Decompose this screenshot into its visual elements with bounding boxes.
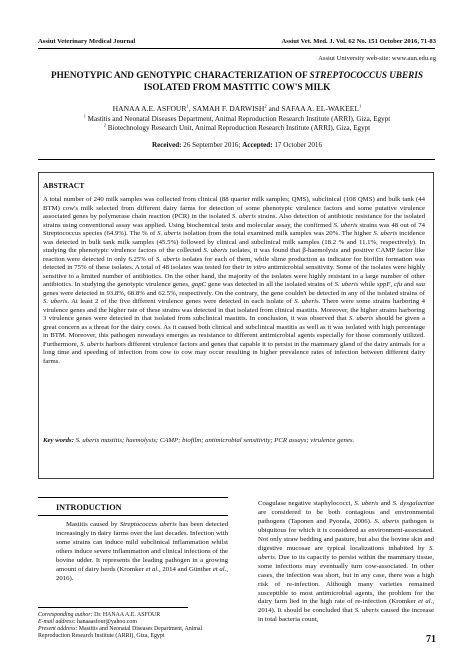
website-line[interactable]: Assiut University web-site: www.aun.edu.eg: [318, 55, 436, 62]
affiliation-1: Mastitis and Neonatal Diseases Department, Animal Reproduction Research Institute (ARRI), Giza, Egypt: [85, 115, 391, 123]
author-3: SAFAA A. EL-WAKEEL: [281, 104, 360, 113]
journal-name: Assiut Veterinary Medical Journal: [38, 38, 136, 45]
header-rule: [38, 48, 435, 49]
author-sep: and: [266, 104, 282, 113]
footnote: [38, 612, 228, 640]
intro-right-paragraph: Coagulase negative staphylococci, S. uberis and S. dysgalactiae are considered to be both contagious and environmental pathogens (Taponen and Pyorala, 2006). S. uberis pathogen is ubiquitous for which it is considered as environment-associated. Not only straw bedding and pasture, but also the bovine skin and digestive mucosae are typical localizations inhabited by S. uberis. Due to its capacity to persist within the mammary tissue, some infections may eventually turn cow-associated. In other cases, the infection was short, but in any case, there was a high risk of re-infection. Although many varieties remained susceptible to most antimicrobial agents, the problem for the dairy farm lied in the high rate of re-infection (Kromker et al., 2014). It should be concluded that S. uberis caused the increase in total bacteria count,: [258, 500, 435, 624]
author-1-sup: 1: [186, 103, 189, 109]
author-2-sup: 2: [264, 103, 267, 109]
title-line1: PHENOTYPIC AND GENOTYPIC CHARACTERIZATION OF: [51, 70, 310, 80]
aff-1-sup: 1: [83, 113, 86, 119]
intro-rule-top: [38, 497, 228, 498]
affiliation-2: Biotechnology Research Unit, Animal Reproduction Research Institute (ARRI), Giza, Egypt: [105, 124, 371, 133]
keywords-text: S. uberis mastitis; haemolysis; CAMP; biofilm; antimicrobial sensitivity; PCR assays; virulence genes.: [73, 437, 355, 444]
introduction-heading: INTRODUCTION: [56, 503, 122, 512]
author-2: SAMAH F. DARWISH: [192, 104, 265, 113]
author-1: HANAA A.E. ASFOUR: [112, 104, 187, 113]
affiliations: [40, 115, 434, 134]
journal-citation: Assiut Vet. Med. J. Vol. 62 No. 151 October 2016, 71-83: [281, 38, 436, 45]
title-rule: [38, 159, 435, 160]
author-list: [40, 104, 434, 113]
author-3-sup: 1: [359, 103, 362, 109]
author-sep: ,: [188, 104, 193, 113]
accepted-date: 17 October 2016: [272, 141, 323, 149]
footnote-rule: [38, 607, 188, 608]
present-address: Mastitis and Neonatal Diseases Department, Animal Reproduction Research Institute (ARRI), Giza, Egypt: [38, 626, 203, 640]
page-number: 71: [426, 634, 436, 645]
corr-label: Corresponding author:: [38, 612, 93, 618]
abstract-heading: ABSTRACT: [43, 181, 85, 190]
received-date: 26 September 2016;: [181, 141, 243, 149]
accepted-label: Accepted:: [242, 141, 273, 149]
abstract-text: A total number of 240 milk samples was collected from clinical (88 quarter milk samples; QMS), subclinical (108 QMS) and bulk tank (44 BTM) cow's milk selected from different dairy farms for detection of some phenotypic virulence factors and some putative virulence associated genes by polymerase chain reaction (PCR) in the isolated S. uberis strains. Also detection of antibiotic resistance for the isolated strains using conventional assay was applied. Using biochemical tests and molecular assay, the confirmed S. uberis strains was 48 out of 74 Streptococcus species (64.9%). The % of S. uberis isolation from the total examined milk samples was 20%. The higher S. uberis incidence was detected in bulk tank milk samples (45.5%) followed by clinical and subclinical milk samples (18.2 % and 11.1%, respectively). In studying the phenotypic virulence factors of the collected S. uberis isolates, it was found that β-haemolysis and positive CAMP factor like reaction were detected in only 6.25% of S. uberis isolates for each of them, while slime production as indicator for biofilm formation was detected in 75% of these isolates. A total of 48 isolates was tested for their in vitro antimicrobial sensitivity. Some of the isolates were highly sensitive to a limited number of antibiotics. On the other hand, the majority of the isolates were highly resistant to a large number of other antibiotics. In studying the genotypic virulence genes, gapC gene was detected in all the isolated strains of S. uberis while sppF, cfu and sua genes were detected in 93.8%, 68.8% and 62.5%, respectively. On the contrary, the gene couldn't be detected in any of the isolated strains of S. uberis. At least 2 of the five different virulence genes were detected in each isolate of S. uberis. There were some strains harboring 4 virulence genes and the higher rate of these strains was detected in that isolated from clinical mastitis. Moreover, the higher strains harboring 3 virulence genes were detected in that isolated from subclinical mastitis. In conclusion, it was observed that S. uberis should be given a great concern as a threat for the dairy cows. As it caused both clinical and subclinical mastitis as well as it was isolated with high percentage in BTM. Moreover, this pathogen nowadays emerges as resistance to different antimicrobial agents especially for those commonly utilized. Furthermore, S. uberis harbors different virulence factors and genes that capable it to persist in the mammary gland of the dairy animals for a long time and speeding of infection from cow to cow may occur resulting in higher prevalence rates of infection between different dairy farms.: [43, 196, 426, 365]
received-label: Received:: [151, 141, 182, 149]
address-label: Present address:: [38, 626, 78, 633]
title-italic: STREPTOCOCCUS UBERIS: [309, 70, 423, 80]
dates-line: [40, 141, 434, 150]
intro-left-paragraph: Mastitis caused by Streptococcus uberis has been detected increasingly in dairy farms over the last decades. Infection with some strains can induce mild subclinical inflammation whilst others induce severe inflammation and clinical infections of the bovine udder. It represents the leading pathogen in a growing amount of dairy herds (Kromker et al., 2014 and Günther et al., 2016).: [56, 521, 229, 582]
email-label: E-mail address:: [38, 619, 76, 626]
email-address[interactable]: hanaaasfour@yahoo.com: [75, 619, 137, 626]
intro-rule-bottom: [38, 515, 228, 516]
title-line2: ISOLATED FROM MASTITIC COW'S MILK: [143, 81, 331, 92]
aff-2-sup: 2: [103, 122, 106, 128]
paper-title: [40, 70, 434, 93]
corr-author: Dr. HANAA A.E. ASFOUR: [92, 612, 161, 618]
keywords-label: Key words:: [43, 437, 74, 444]
keywords: [43, 437, 425, 446]
